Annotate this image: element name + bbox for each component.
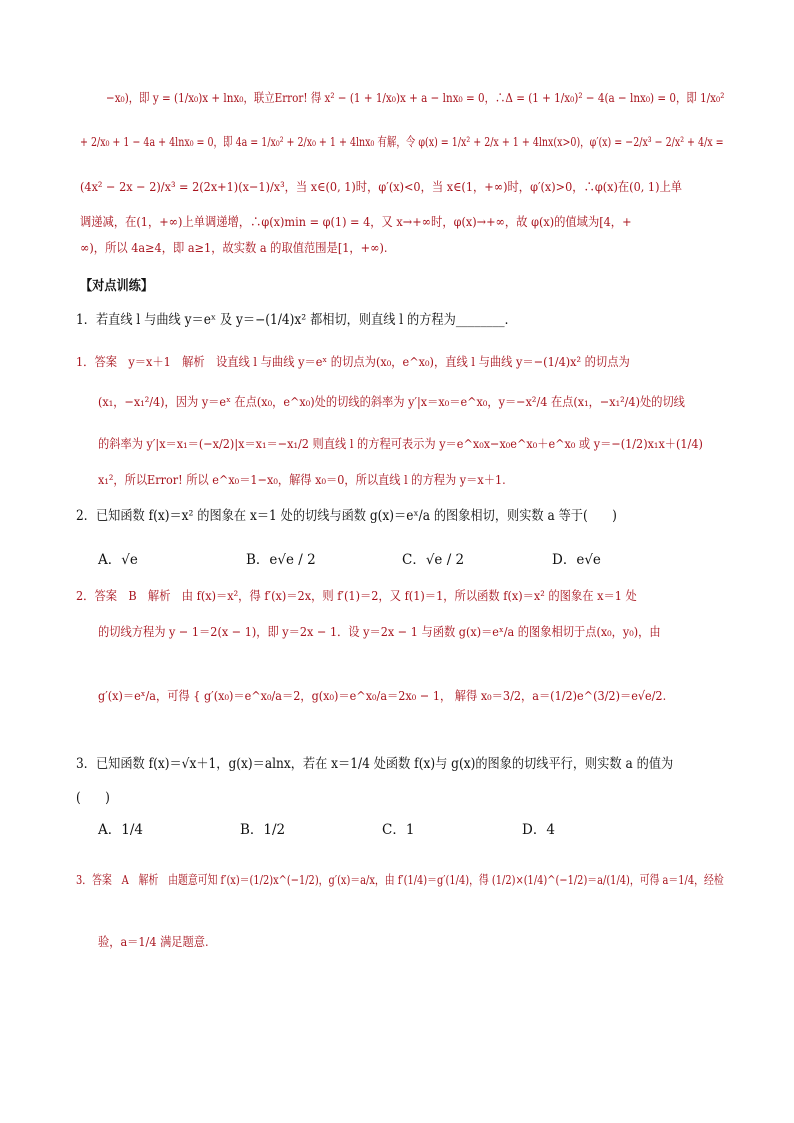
q3-text-line-1: 3．已知函数 f(x)＝√x＋1，g(x)＝alnx，若在 x＝1/4 处函数 f(x)与 g(x)的图象的切线平行，则实数 a 的值为 xyxy=(76,756,674,772)
q1-text: 1．若直线 l 与曲线 y＝eˣ 及 y＝−(1/4)x² 都相切，则直线 l 的方程为________． xyxy=(76,312,517,328)
q2-text: 2．已知函数 f(x)＝x² 的图象在 x＝1 处的切线与函数 g(x)＝eˣ/a 的图象相切，则实数 a 等于( ) xyxy=(76,508,617,524)
q2-option-d: D．e√e xyxy=(552,552,601,568)
q3-option-d: D．4 xyxy=(522,822,555,838)
q3-option-a: A．1/4 xyxy=(98,822,143,838)
q1-answer-line-3: 的斜率为 y′|x＝x₁＝(−x/2)|x＝x₁＝−x₁/2 则直线 l 的方程可表示为 y＝e^x₀x−x₀e^x₀＋e^x₀ 或 y＝−(1/2)x₁x＋(1/4) xyxy=(98,436,703,451)
q1-answer-line-1: 1．答案 y＝x＋1 解析 设直线 l 与曲线 y＝eˣ 的切点为(x₀，e^x₀)，直线 l 与曲线 y＝−(1/4)x² 的切点为 xyxy=(76,354,630,369)
q2-option-b: B．e√e / 2 xyxy=(246,552,316,568)
q2-option-c: C．√e / 2 xyxy=(402,552,465,568)
q2-answer-line-3: g′(x)＝eˣ/a，可得 { g′(x₀)＝e^x₀/a＝2，g(x₀)＝e^x₀/a＝2x₀ − 1， 解得 x₀＝3/2，a＝(1/2)e^(3/2)＝e√e/2. xyxy=(98,688,667,703)
q3-answer-line-2: 验，a＝1/4 满足题意. xyxy=(98,934,209,949)
section-title: 【对点训练】 xyxy=(80,278,154,294)
q1-answer-line-4: x₁²，所以Error! 所以 e^x₀＝1−x₀，解得 x₀＝0，所以直线 l 的方程为 y＝x＋1. xyxy=(98,472,506,487)
q2-option-a: A．√e xyxy=(98,552,138,568)
q2-answer-line-2: 的切线方程为 y − 1＝2(x − 1)，即 y＝2x − 1．设 y＝2x − 1 与函数 g(x)＝eˣ/a 的图象相切于点(x₀，y₀)，由 xyxy=(98,624,661,639)
prev-solution-line-3: (4x² − 2x − 2)/x³ = 2(2x+1)(x−1)/x³，当 x∈(0, 1)时，φ′(x)<0，当 x∈(1，+∞)时，φ′(x)>0，∴φ(x)在(0, 1)上单 xyxy=(80,179,683,194)
prev-solution-line-5: ∞)，所以 4a≥4，即 a≥1，故实数 a 的取值范围是[1，+∞). xyxy=(80,240,388,255)
q3-option-b: B．1/2 xyxy=(240,822,286,838)
prev-solution-line-1: −x₀)，即 y = (1/x₀)x + lnx₀，联立Error! 得 x² − (1 + 1/x₀)x + a − lnx₀ = 0，∴Δ = (1 + 1/x₀)² − 4(a − lnx₀) = 0，即 1/x₀² xyxy=(106,90,725,105)
q2-answer-line-1: 2．答案 B 解析 由 f(x)＝x²，得 f′(x)＝2x，则 f′(1)＝2，又 f(1)＝1，所以函数 f(x)＝x² 的图象在 x＝1 处 xyxy=(76,588,637,603)
prev-solution-line-2: + 2/x₀ + 1 − 4a + 4lnx₀ = 0，即 4a = 1/x₀² + 2/x₀ + 1 + 4lnx₀ 有解，令 φ(x) = 1/x² + 2/x + 1 + 4lnx(x>0)，φ′(x) = −2/x³ − 2/x² + 4/x = xyxy=(80,134,724,149)
prev-solution-line-4: 调递减，在(1，+∞)上单调递增，∴φ(x)min = φ(1) = 4，又 x→+∞时，φ(x)→+∞，故 φ(x)的值域为[4，+ xyxy=(80,214,632,229)
q1-answer-line-2: (x₁，−x₁²/4)，因为 y＝eˣ 在点(x₀，e^x₀)处的切线的斜率为 y′|x＝x₀＝e^x₀，y＝−x²/4 在点(x₁，−x₁²/4)处的切线 xyxy=(98,394,685,409)
q3-text-line-2: ( ) xyxy=(76,790,110,806)
q3-answer-line-1: 3．答案 A 解析 由题意可知 f′(x)＝(1/2)x^(−1/2)，g′(x)＝a/x，由 f′(1/4)＝g′(1/4)，得 (1/2)×(1/4)^(−1/2)＝a/(1/4)，可得 a＝1/4，经检 xyxy=(76,872,724,887)
q3-option-c: C．1 xyxy=(382,822,415,838)
